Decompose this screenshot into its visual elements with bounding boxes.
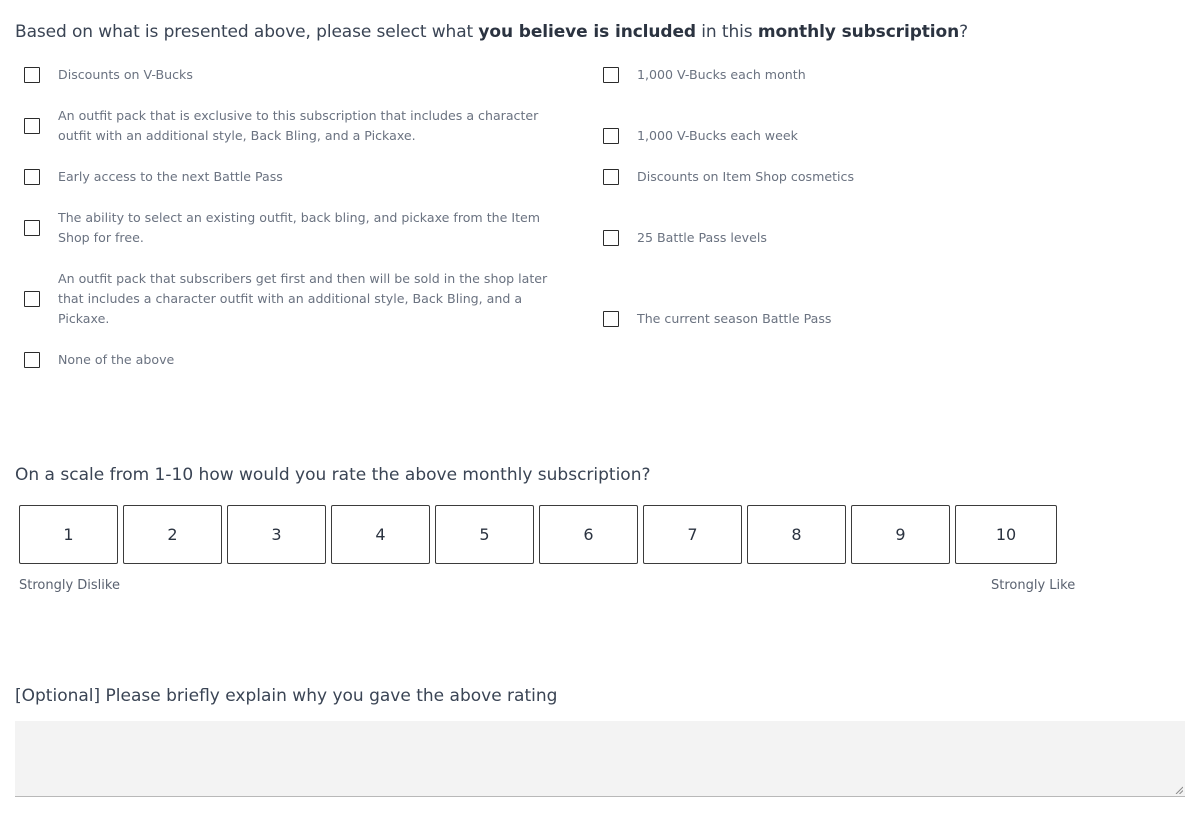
checkbox[interactable]: [603, 311, 619, 327]
question-1-title: [15, 22, 968, 42]
checkbox[interactable]: [24, 67, 40, 83]
option-label: The current season Battle Pass: [637, 311, 832, 326]
checkbox[interactable]: [24, 169, 40, 185]
option-label: An outfit pack that subscribers get first and then will be sold in the shop later that includes a character outfit with an additional style, Back Bling, and a Pickaxe.: [58, 271, 548, 326]
rating-button-5[interactable]: 5: [435, 505, 534, 564]
question-1-suffix: ?: [959, 22, 969, 42]
option-label: Discounts on V-Bucks: [58, 67, 193, 82]
option-discounts-vbucks[interactable]: [24, 65, 193, 85]
scale-low-anchor: Strongly Dislike: [19, 578, 120, 593]
checkbox[interactable]: [24, 291, 40, 307]
option-exclusive-outfit-pack[interactable]: [24, 106, 548, 146]
option-25-battle-pass-levels[interactable]: [603, 228, 767, 248]
rating-button-1[interactable]: 1: [19, 505, 118, 564]
rating-button-4[interactable]: 4: [331, 505, 430, 564]
rating-button-2[interactable]: 2: [123, 505, 222, 564]
checkbox[interactable]: [603, 128, 619, 144]
option-label: Early access to the next Battle Pass: [58, 169, 283, 184]
question-1-prefix: Based on what is presented above, please select what: [15, 22, 479, 42]
option-label: 25 Battle Pass levels: [637, 230, 767, 245]
rating-scale: [19, 505, 1057, 564]
checkbox[interactable]: [603, 67, 619, 83]
option-subscriber-first-outfit-pack[interactable]: [24, 269, 548, 329]
rating-button-7[interactable]: 7: [643, 505, 742, 564]
rating-button-10[interactable]: 10: [955, 505, 1057, 564]
question-1-middle: in this: [696, 22, 758, 42]
option-label: An outfit pack that is exclusive to this subscription that includes a character outfit with an additional style, Back Bling, and a Pickaxe.: [58, 108, 539, 143]
question-2-title: On a scale from 1-10 how would you rate the above monthly subscription?: [15, 465, 651, 485]
scale-high-anchor: Strongly Like: [991, 578, 1076, 593]
option-select-item-shop-free[interactable]: [24, 208, 548, 248]
checkbox[interactable]: [24, 118, 40, 134]
checkbox[interactable]: [24, 352, 40, 368]
rating-button-6[interactable]: 6: [539, 505, 638, 564]
rating-button-8[interactable]: 8: [747, 505, 846, 564]
option-label: Discounts on Item Shop cosmetics: [637, 169, 855, 184]
checkbox[interactable]: [603, 230, 619, 246]
option-early-access-battle-pass[interactable]: [24, 167, 283, 187]
option-none-of-the-above[interactable]: [24, 350, 174, 370]
question-1-emphasis-1: you believe is included: [478, 22, 696, 42]
rating-button-9[interactable]: 9: [851, 505, 950, 564]
option-1000-vbucks-month[interactable]: [603, 65, 806, 85]
rating-explanation-textarea[interactable]: [15, 721, 1185, 797]
option-discounts-item-shop[interactable]: [603, 167, 854, 187]
question-3-title: [Optional] Please briefly explain why you gave the above rating: [15, 686, 558, 706]
option-label: 1,000 V-Bucks each month: [637, 67, 806, 82]
option-1000-vbucks-week[interactable]: [603, 126, 798, 146]
rating-button-3[interactable]: 3: [227, 505, 326, 564]
option-label: 1,000 V-Bucks each week: [637, 128, 798, 143]
option-current-season-battle-pass[interactable]: [603, 309, 832, 329]
question-1-emphasis-2: monthly subscription: [757, 22, 960, 42]
checkbox[interactable]: [603, 169, 619, 185]
checkbox[interactable]: [24, 220, 40, 236]
option-label: None of the above: [58, 352, 175, 367]
option-label: The ability to select an existing outfit, back bling, and pickaxe from the Item Shop for free.: [58, 210, 541, 245]
